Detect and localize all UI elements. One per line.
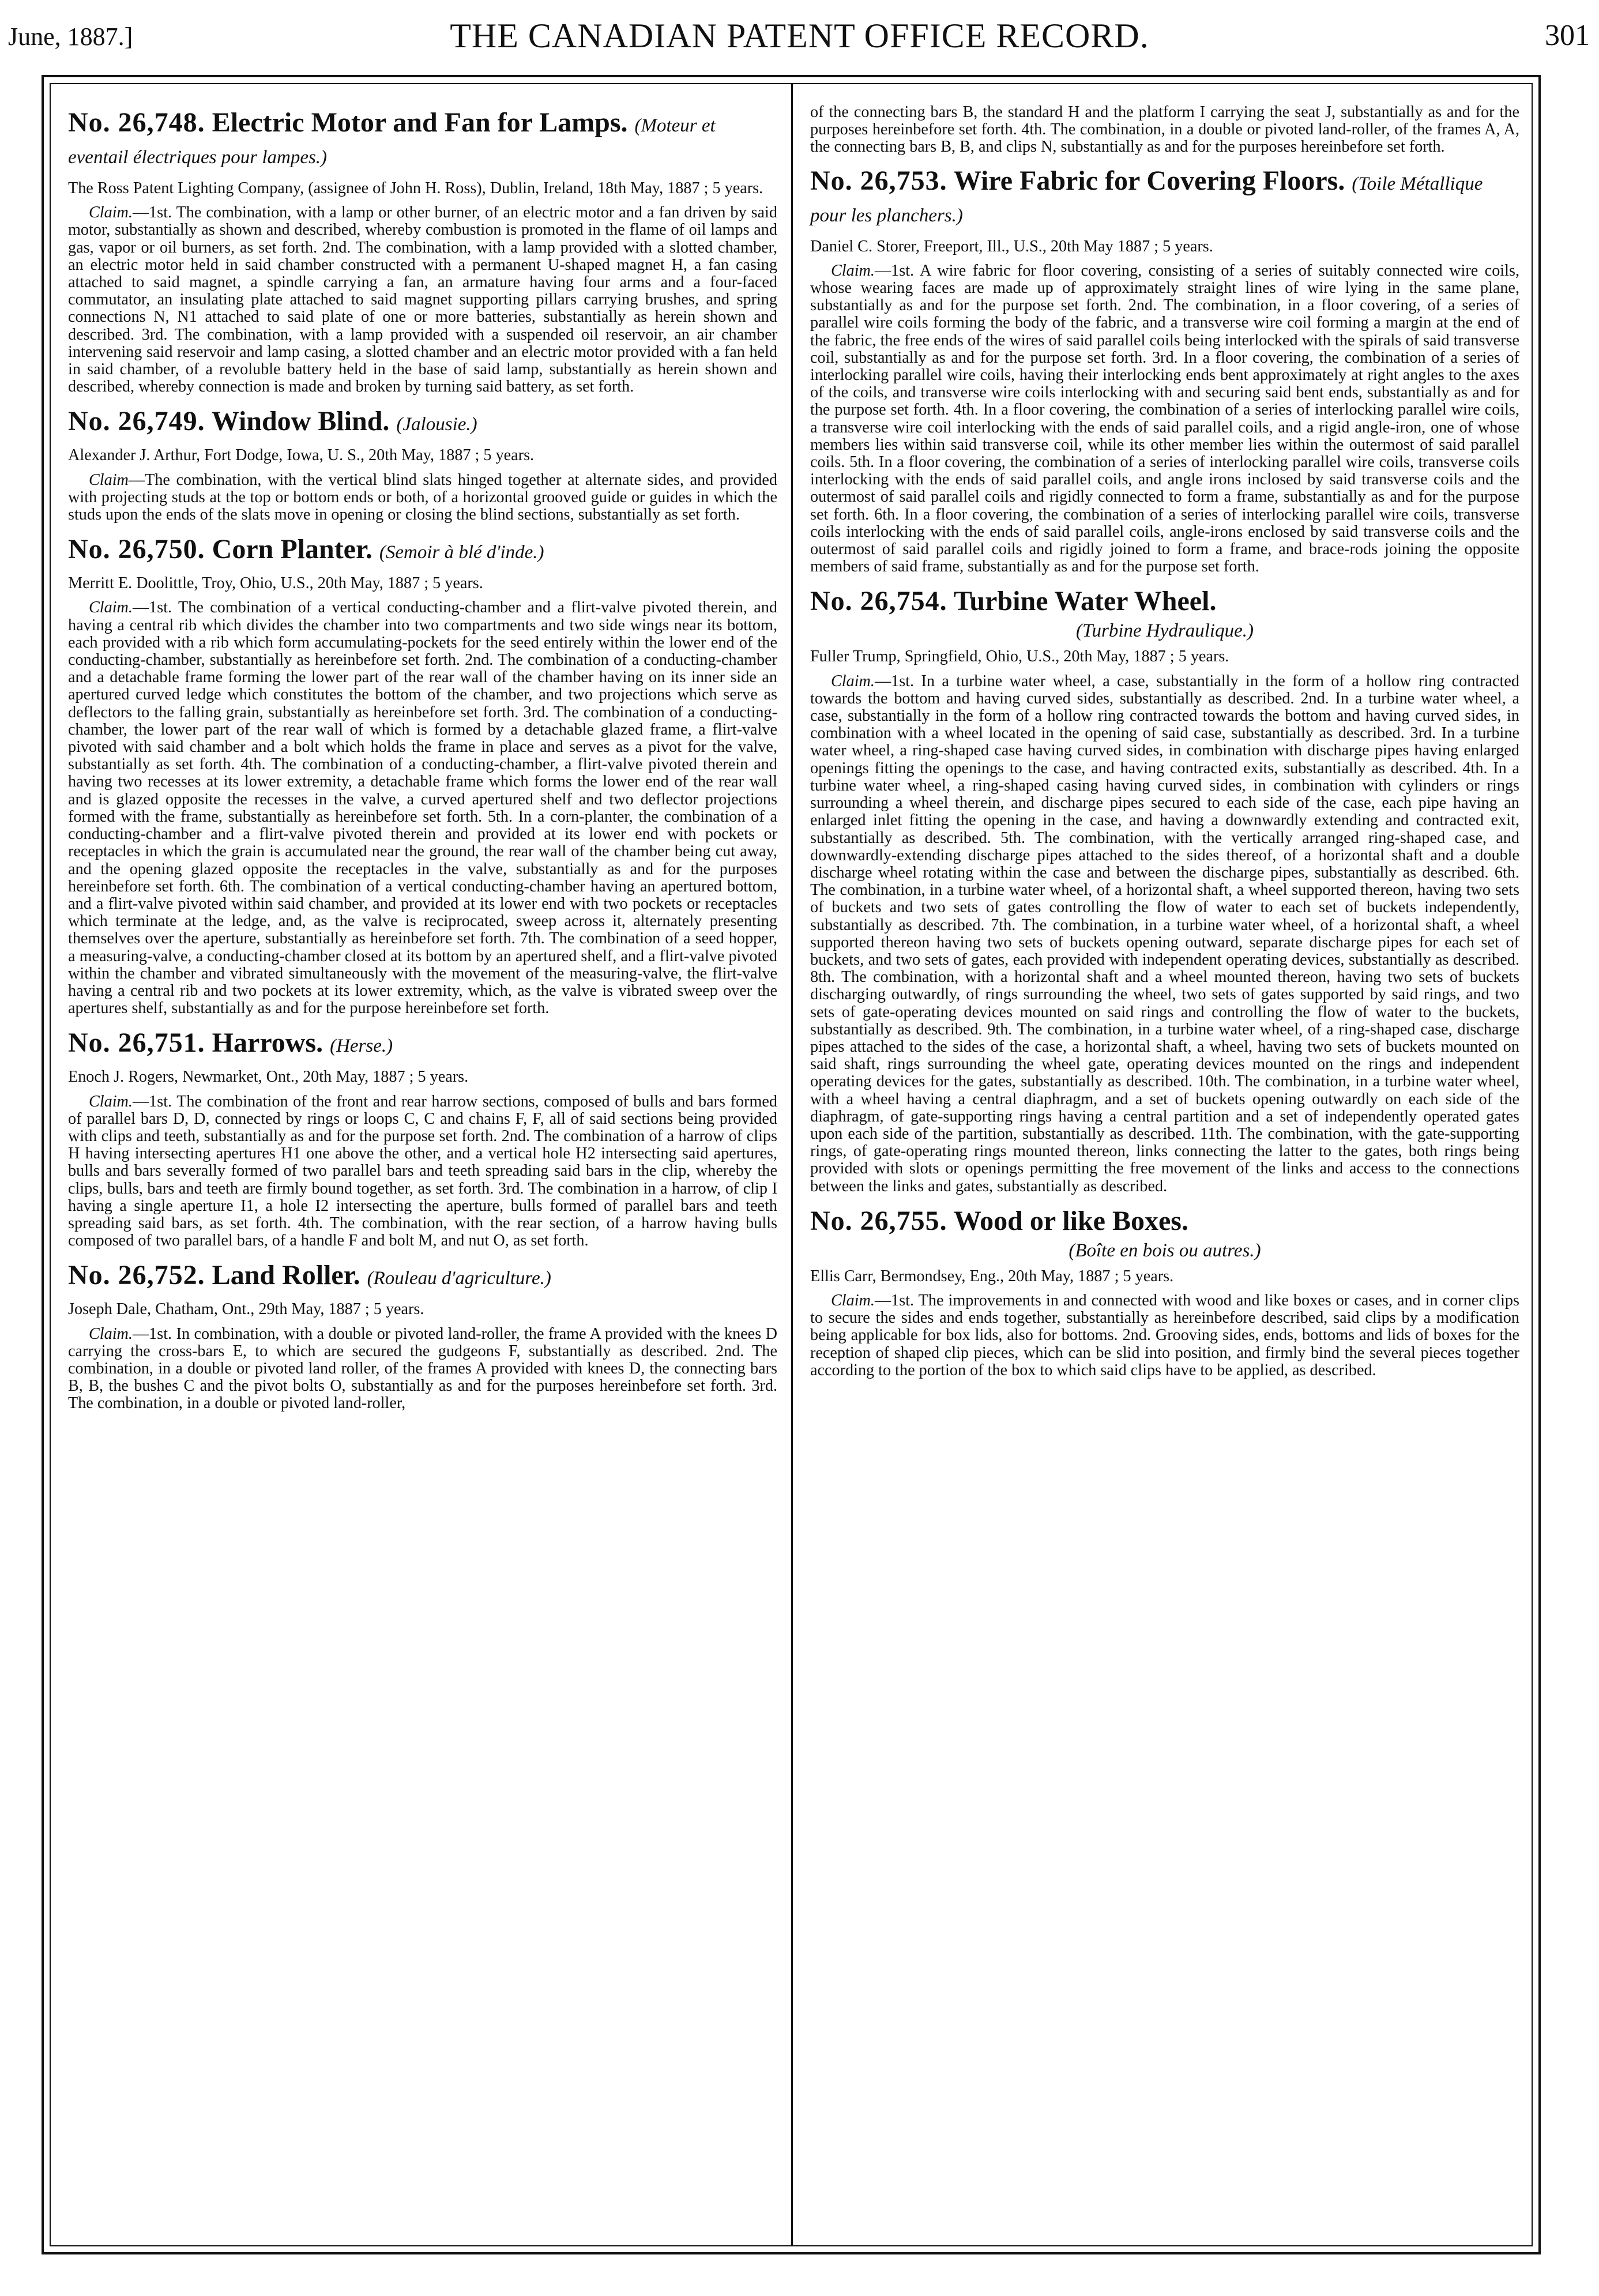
- patent-title: Harrows.: [212, 1027, 323, 1059]
- french-title: (Jalousie.): [396, 414, 477, 435]
- left-column: [68, 104, 777, 1424]
- patent-number: No. 26,755.: [810, 1205, 947, 1236]
- patent-grantee: Ellis Carr, Bermondsey, Eng., 20th May, 1887 ; 5 years.: [810, 1267, 1174, 1285]
- patent-title: Wood or like Boxes.: [953, 1205, 1188, 1236]
- patent-number: No. 26,754.: [810, 586, 947, 617]
- patent-title: Corn Planter.: [212, 534, 373, 565]
- french-title: (Boîte en bois ou autres.): [1068, 1240, 1261, 1261]
- patent-entry: [810, 1207, 1519, 1379]
- patent-number: No. 26,748.: [68, 107, 205, 138]
- claim-text: —1st. A wire fabric for floor covering, consisting of a series of suitably connected wire coils, whose wearing faces are made up of approximately straight lines of wire lying in the same plane, substantially as and for the purpose set forth. 2nd. The combination, in a floor covering, of a series of parallel wire coils forming the body of the fabric, and a transverse wire coil forming a margin at the end of the fabric, the free ends of the wires of said parallel coils being interlocked with the spirals of said transverse coil, substantially as and for the purpose set forth. 3rd. In a floor covering, the combination of a series of interlocking parallel wire coils, having their interlocking ends bent approximately at right angles to the axes of the coils, and transverse wire coils interlocking with and securing said bent ends, substantially as and for the purpose set forth. 4th. In a floor covering, the combination of a series of interlocking parallel wire coils, a transverse wire coil interlocking with the ends of said parallel coils, and a rigid angle-iron, one of whose members lies within said transverse coil, while its other member lies within the outermost of said parallel coils. 5th. In a floor covering, the combination of a series of interlocking parallel wire coils, transverse coils interlocking with the ends of said parallel coils, and angle irons inclosed by said transverse coils and the outermost of said parallel coils and rigidly connected to form a frame, substantially as and for the purpose set forth. 6th. In a floor covering, the combination of a series of interlocking parallel wire coils, transverse coils interlocking with the ends of said parallel coils, angle-irons enclosed by said transverse coils and the outermost of said parallel coils and rigidly joined to form a frame, and brace-rods joining the opposite members of said frame, substantially as and for the purpose set forth.: [810, 261, 1519, 576]
- patent-number: No. 26,749.: [68, 406, 205, 437]
- issue-date: June, 1887.]: [8, 22, 133, 51]
- publication-title: THE CANADIAN PATENT OFFICE RECORD.: [450, 17, 1149, 55]
- claim-text: —1st. In a turbine water wheel, a case, substantially in the form of a hollow ring contracted towards the bottom and having curved sides, substantially as described. 2nd. In a turbine water wheel, a case, substantially in the form of a hollow ring contracted towards the bottom and having curved sides, in combination with a wheel located in the opening of said case, substantially as described. 3rd. In a turbine water wheel, a ring-shaped case having curved sides, in combination with discharge pipes having enlarged openings fitting the openings to the case, and having contracted exits, substantially as described. 4th. In a turbine water wheel, a ring-shaped casing having curved sides, in combination with cylinders or rings surrounding a wheel therein, and discharge pipes secured to each side of the case, each pipe having an enlarged inlet fitting the opening in the case, and having a downwardly extending and contracted exit, substantially as described. 5th. The combination, with the vertically arranged ring-shaped case, and downwardly-extending discharge pipes attached to the sides thereof, of a horizontal shaft and a double discharge wheel rotating within the case and between the discharge pipes, substantially as described. 6th. The combination, in a turbine water wheel, of a horizontal shaft, a wheel supported thereon, having two sets of buckets and two sets of gates controlling the flow of water to each set of buckets independently, substantially as described. 7th. The combination, in a turbine water wheel, of a horizontal shaft, a wheel supported thereon having two sets of buckets opening outward, separate discharge pipes for each set of buckets, and two sets of gates, each provided with independent operating devices, substantially as described. 8th. The combination, with a horizontal shaft and a wheel mounted thereon, having two sets of buckets discharging outwardly, of rings surrounding the wheel, two sets of gates supported by said rings, and two sets of gate-operating devices mounted on said rings and controlling the flow of water to the buckets, substantially as described. 9th. The combination, in a turbine water wheel, of a ring-shaped case, discharge pipes attached to the sides of the case, a horizontal shaft, a wheel, having two sets of buckets mounted on said shaft, rings surrounding the wheel gate, operating devices mounted on the rings and independent operating devices for the gates, substantially as described. 10th. The combination, in a turbine water wheel, with a wheel having a central diaphragm, and a set of buckets opening outwardly on each side of the diaphragm, of gate-supporting rings having a central partition and a set of independently operated gates upon each side of the partition, substantially as described. 11th. The combination, with the gate-supporting rings, of gate-operating rings mounted thereon, links connecting the latter to the gates, both rings being provided with slots or openings permitting the free movement of the links and access to the connections between the links and gates, substantially as described.: [810, 672, 1519, 1195]
- patent-claim: [68, 472, 777, 524]
- patent-heading: [68, 535, 777, 567]
- french-title: (Herse.): [330, 1036, 393, 1057]
- claim-text: —1st. The combination of the front and rear harrow sections, composed of bulls and bars formed of parallel bars D, D, connected by rings or loops C, C and chains F, F, all of said sections being provided with clips and teeth, substantially as and for the purpose set forth. 2nd. The combination of a harrow of clips H having intersecting apertures H1 one above the other, and a vertical hole H2 intersecting said apertures, bulls and bars severally formed of two parallel bars and teeth spreading said bars in the clip, whereby the clips, bulls, bars and teeth are firmly bound together, as set forth. 3rd. The combination in a harrow, of clip I having a single aperture I1, a hole I2 intersecting the aperture, bulls formed of parallel bars and teeth spreading said bars, as set forth. 4th. The combination, with the rear section, of a harrow having bulls composed of two parallel bars, of a handle F and bolt M, and nut O, as set forth.: [68, 1092, 777, 1250]
- patent-grantee: Fuller Trump, Springfield, Ohio, U.S., 20th May, 1887 ; 5 years.: [810, 648, 1229, 666]
- patent-heading: [68, 407, 777, 439]
- patent-claim: [68, 204, 777, 396]
- patent-number: No. 26,753.: [810, 165, 947, 196]
- patent-entry: [68, 1029, 777, 1249]
- claim-text: —1st. The combination, with a lamp or other burner, of an electric motor and a fan driven by said motor, substantially as shown and described, whereby combustion is promoted in the flame of oil lamps and gas, vapor or oil burners, as set forth. 2nd. The combination, with a lamp provided with a slotted chamber, an electric motor held in said chamber constructed with a permanent U-shaped magnet H, a fan casing attached to said magnet, a spindle carrying a fan, an armature having four arms and a four-faced commutator, an insulating plate attached to said magnet supporting pillars carrying brushes, and spring connections N, N1 attached to said plate of one or more batteries, substantially as herein shown and described. 3rd. The combination, with a lamp provided with a suspended oil reservoir, an air chamber intervening said reservoir and lamp casing, a slotted chamber and an electric motor provided with a fan held in said chamber, of a revoluble battery held in the base of said lamp, substantially as herein shown and described, whereby connection is made and broken by turning said battery, as set forth.: [68, 204, 777, 396]
- patent-title: Electric Motor and Fan for Lamps.: [212, 107, 628, 138]
- column-divider: [791, 84, 793, 2245]
- patent-grantee: Enoch J. Rogers, Newmarket, Ont., 20th May, 1887 ; 5 years.: [68, 1068, 469, 1086]
- patent-entry: [810, 167, 1519, 576]
- patent-grantee: Joseph Dale, Chatham, Ont., 29th May, 1887 ; 5 years.: [68, 1300, 424, 1319]
- patent-title: Wire Fabric for Covering Floors.: [953, 165, 1345, 196]
- patent-grantee: Alexander J. Arthur, Fort Dodge, Iowa, U. S., 20th May, 1887 ; 5 years.: [68, 446, 535, 465]
- claim-label: Claim.: [831, 672, 875, 690]
- patent-entry: [68, 1261, 777, 1412]
- claim-text: —1st. In combination, with a double or pivoted land-roller, the frame A provided with the knees D carrying the cross-bars E, to which are secured the gudgeons F, substantially as described. 2nd. The combination, in a double or pivoted land roller, of the frames A provided with knees D, the connecting bars B, B, the bushes C and the pivot bolts O, substantially as and for the purposes hereinbefore set forth. 3rd. The combination, in a double or pivoted land-roller,: [68, 1324, 777, 1413]
- patent-claim: [68, 599, 777, 1017]
- patent-grantee: Daniel C. Storer, Freeport, Ill., U.S., 20th May 1887 ; 5 years.: [810, 237, 1213, 255]
- patent-grantee: Merritt E. Doolittle, Troy, Ohio, U.S., 20th May, 1887 ; 5 years.: [68, 574, 483, 593]
- patent-number: No. 26,751.: [68, 1027, 205, 1059]
- claim-label: Claim: [89, 471, 129, 489]
- claim-label: Claim.: [831, 261, 875, 280]
- patent-claim: [810, 262, 1519, 576]
- patent-claim: [810, 1292, 1519, 1379]
- patent-entry: [68, 535, 777, 1017]
- french-title: (Semoir à blé d'inde.): [379, 542, 544, 563]
- page-number: 301: [1545, 19, 1590, 52]
- french-title: (Turbine Hydraulique.): [1076, 620, 1254, 642]
- french-title: (Moteur et eventail électriques pour lampes.): [68, 115, 716, 168]
- patent-grantee: The Ross Patent Lighting Company, (assignee of John H. Ross), Dublin, Ireland, 18th May, 1887 ; 5 years.: [68, 179, 763, 197]
- patent-entry: [68, 108, 777, 396]
- patent-heading: [810, 1207, 1519, 1236]
- patent-entry: [810, 587, 1519, 1195]
- patent-heading: [68, 1029, 777, 1060]
- claim-label: Claim.: [831, 1291, 875, 1309]
- claim-label: Claim.: [89, 1324, 133, 1343]
- patent-title: Window Blind.: [211, 406, 390, 437]
- patent-entry: [68, 407, 777, 524]
- patent-claim: [810, 673, 1519, 1195]
- claim-label: Claim.: [89, 204, 133, 222]
- claim-text: —The combination, with the vertical blind slats hinged together at alternate sides, and provided with projecting studs at the top or bottom ends or both, of a horizontal grooved guide or guides in which the studs upon the ends of the slats move in opening or closing the blind sections, substantially as set forth.: [68, 471, 777, 524]
- claim-label: Claim.: [89, 1092, 133, 1111]
- patent-number: No. 26,752.: [68, 1260, 205, 1291]
- claim-text: —1st. The improvements in and connected with wood and like boxes or cases, and in corner clips to secure the sides and ends together, substantially as hereinbefore described, said clips by a modification being applicable for box lids, also for bottoms. 2nd. Grooving sides, ends, bottoms and lids of boxes for the reception of shaped clip pieces, which can be slid into position, and firmly bind the several pieces together according to the portion of the box to which said clips have to be applied, as described.: [810, 1291, 1519, 1379]
- patent-heading: [810, 167, 1519, 230]
- page-header: [0, 0, 1599, 75]
- patent-claim: [68, 1326, 777, 1413]
- claim-text: —1st. The combination of a vertical conducting-chamber and a flirt-valve pivoted therein, and having a central rib which divides the chamber into two compartments and two side wings near its bottom, each provided with a rib which form accumulating-pockets for the seed entirely within the lower end of the conducting-chamber, substantially as hereinbefore set forth. 2nd. The combination of a conducting-chamber and a detachable frame forming the lower part of the rear wall of the chamber having on its inner side an apertured curved ledge which constitutes the bottom of the chamber, and two projections which serve as deflectors to the falling grain, substantially as hereinbefore set forth. 3rd. The combination of a conducting-chamber, the lower part of the rear wall of which is formed by a detachable glazed frame, a flirt-valve pivoted with said chamber and a bolt which holds the frame in place and serves as a pivot for the valve, substantially as set forth. 4th. The combination of a conducting-chamber, a flirt-valve pivoted therein and having two recesses at its lower extremity, a detachable frame which forms the lower end of the rear wall and is glazed opposite the recesses in the valve, a curved apertured shelf and two deflector projections formed with the frame, substantially as hereinbefore set forth. 5th. In a corn-planter, the combination of a conducting-chamber and a flirt-valve pivoted therein and provided at its lower end with pockets or receptacles in which the grain is accumulated near the ground, the rear wall of the chamber being cut away, and the opening glazed opposite the receptacles in the valve, substantially as and for the purposes hereinbefore set forth. 6th. The combination of a vertical conducting-chamber having an apertured bottom, and a flirt-valve pivoted within said chamber, and provided at its lower end with two pockets or receptacles which terminate at the ledge, and, as the valve is reciprocated, sweep across it, alternately presenting themselves over the aperture, substantially as hereinbefore set forth. 7th. The combination of a seed hopper, a measuring-valve, a conducting-chamber closed at its bottom by an apertured shelf, and a flirt-valve pivoted within the chamber and vibrated simultaneously with the movement of the measuring-valve, the flirt-valve having a central rib and two pockets at its lower extremity, which, as the valve is vibrated sweep over the apertures shelf, substantially as and for the purpose hereinbefore set forth.: [68, 599, 777, 1018]
- french-title: (Toile Métallique pour les planchers.): [810, 173, 1483, 226]
- patent-heading: [810, 587, 1519, 616]
- french-title: (Rouleau d'agriculture.): [367, 1268, 551, 1289]
- patent-heading: [68, 1261, 777, 1293]
- patent-title: Land Roller.: [212, 1260, 360, 1291]
- patent-title: Turbine Water Wheel.: [953, 586, 1217, 617]
- patent-number: No. 26,750.: [68, 534, 205, 565]
- patent-heading: [68, 108, 777, 172]
- right-column: [810, 104, 1519, 1391]
- continued-claim-text: of the connecting bars B, the standard H and the platform I carrying the seat J, substantially as and for the purposes hereinbefore set forth. 4th. The combination, in a double or pivoted land-roller, of the frames A, A, the connecting bars B, B, and clips N, substantially as and for the purposes hereinbefore set forth.: [810, 103, 1519, 156]
- patent-claim: [68, 1093, 777, 1250]
- claim-label: Claim.: [89, 599, 133, 617]
